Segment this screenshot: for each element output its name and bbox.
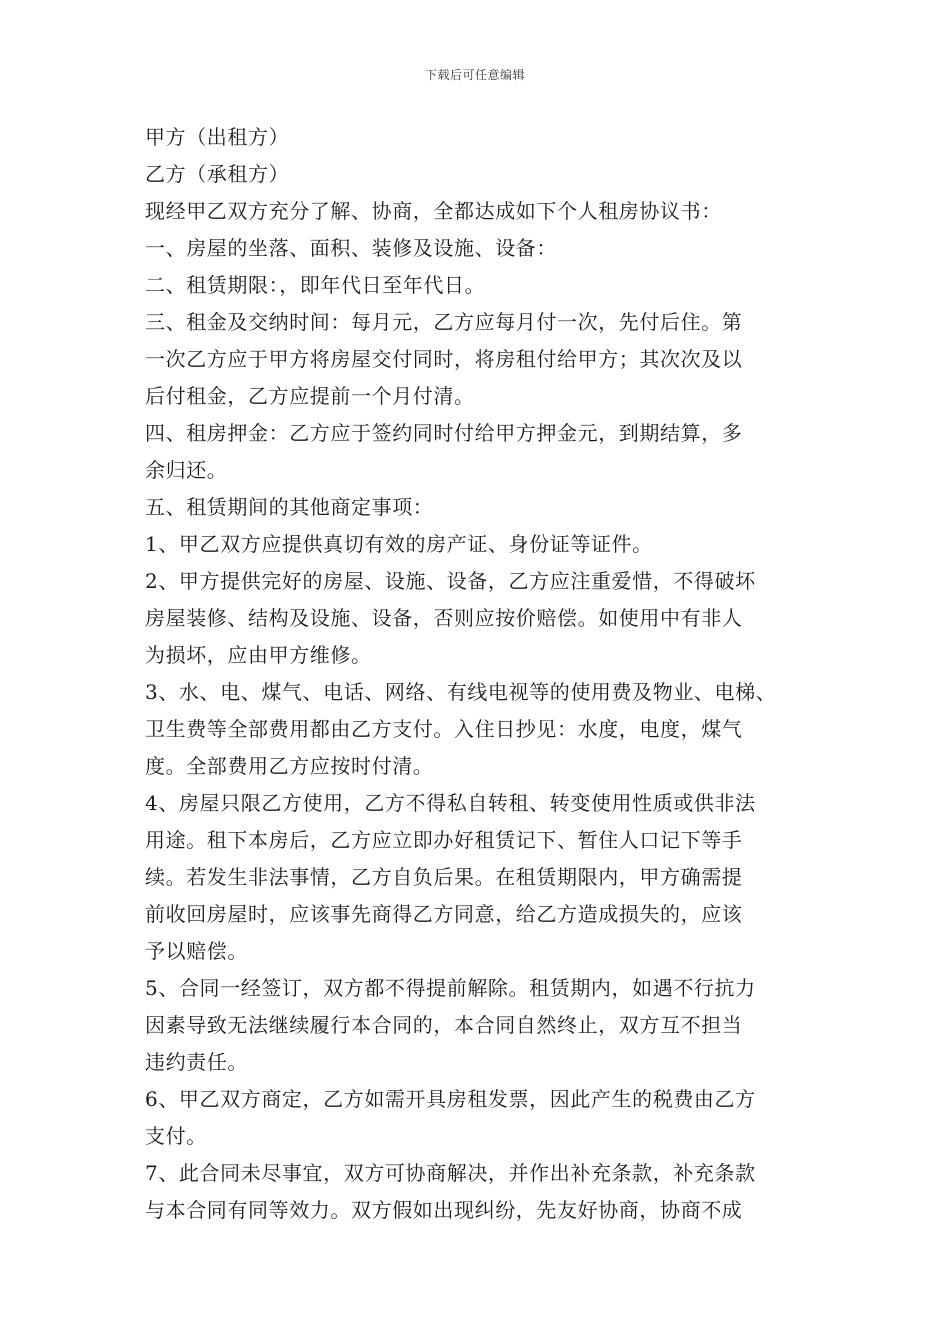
text-line: 支付。 [145, 1124, 207, 1148]
text-line: 乙方（承租方） [145, 162, 290, 186]
text-line: 一、房屋的坐落、面积、装修及设施、设备： [145, 236, 557, 260]
text-line: 4、房屋只限乙方使用，乙方不得私自转租、转变使用性质或供非法 [145, 791, 756, 815]
text-line: 予以赔偿。 [145, 939, 248, 963]
text-line: 与本合同有同等效力。双方假如出现纠纷，先友好协商，协商不成 [145, 1198, 743, 1222]
text-line: 四、租房押金：乙方应于签约同时付给甲方押金元，到期结算，多 [145, 421, 743, 445]
text-line: 卫生费等全部费用都由乙方支付。入住日抄见：水度，电度，煤气 [145, 717, 743, 741]
text-line: 5、合同一经签订，双方都不得提前解除。租赁期内，如遇不行抗力 [145, 976, 756, 1000]
text-line: 余归还。 [145, 458, 228, 482]
text-line: 度。全部费用乙方应按时付清。 [145, 754, 434, 778]
text-line: 前收回房屋时，应该事先商得乙方同意，给乙方造成损失的，应该 [145, 902, 743, 926]
text-line: 现经甲乙双方充分了解、协商，全都达成如下个人租房协议书： [145, 199, 722, 223]
text-line: 违约责任。 [145, 1050, 248, 1074]
text-line: 甲方（出租方） [145, 125, 290, 149]
text-line: 3、水、电、煤气、电话、网络、有线电视等的使用费及物业、电梯、 [145, 680, 777, 704]
document-body [145, 119, 813, 1229]
text-line: 房屋装修、结构及设施、设备，否则应按价赔偿。如使用中有非人 [145, 606, 743, 630]
text-line: 用途。租下本房后，乙方应立即办好租赁记下、暂住人口记下等手 [145, 828, 743, 852]
text-line: 2、甲方提供完好的房屋、设施、设备，乙方应注重爱惜，不得破坏 [145, 569, 756, 593]
text-line: 五、租赁期间的其他商定事项： [145, 495, 434, 519]
text-line: 三、租金及交纳时间：每月元，乙方应每月付一次，先付后住。第 [145, 310, 743, 334]
text-line: 6、甲乙双方商定，乙方如需开具房租发票，因此产生的税费由乙方 [145, 1087, 756, 1111]
text-line: 7、此合同未尽事宜，双方可协商解决，并作出补充条款，补充条款 [145, 1161, 756, 1185]
text-line: 后付租金，乙方应提前一个月付清。 [145, 384, 475, 408]
text-line: 续。若发生非法事情，乙方自负后果。在租赁期限内，甲方确需提 [145, 865, 743, 889]
text-line: 二、租赁期限：，即年代日至年代日。 [145, 273, 486, 297]
text-line: 因素导致无法继续履行本合同的，本合同自然终止，双方互不担当 [145, 1013, 743, 1037]
text-line: 一次乙方应于甲方将房屋交付同时，将房租付给甲方；其次次及以 [145, 347, 743, 371]
text-line: 1、甲乙双方应提供真切有效的房产证、身份证等证件。 [145, 532, 653, 556]
header-note: 下载后可任意编辑 [424, 68, 525, 82]
text-line: 为损坏，应由甲方维修。 [145, 643, 372, 667]
